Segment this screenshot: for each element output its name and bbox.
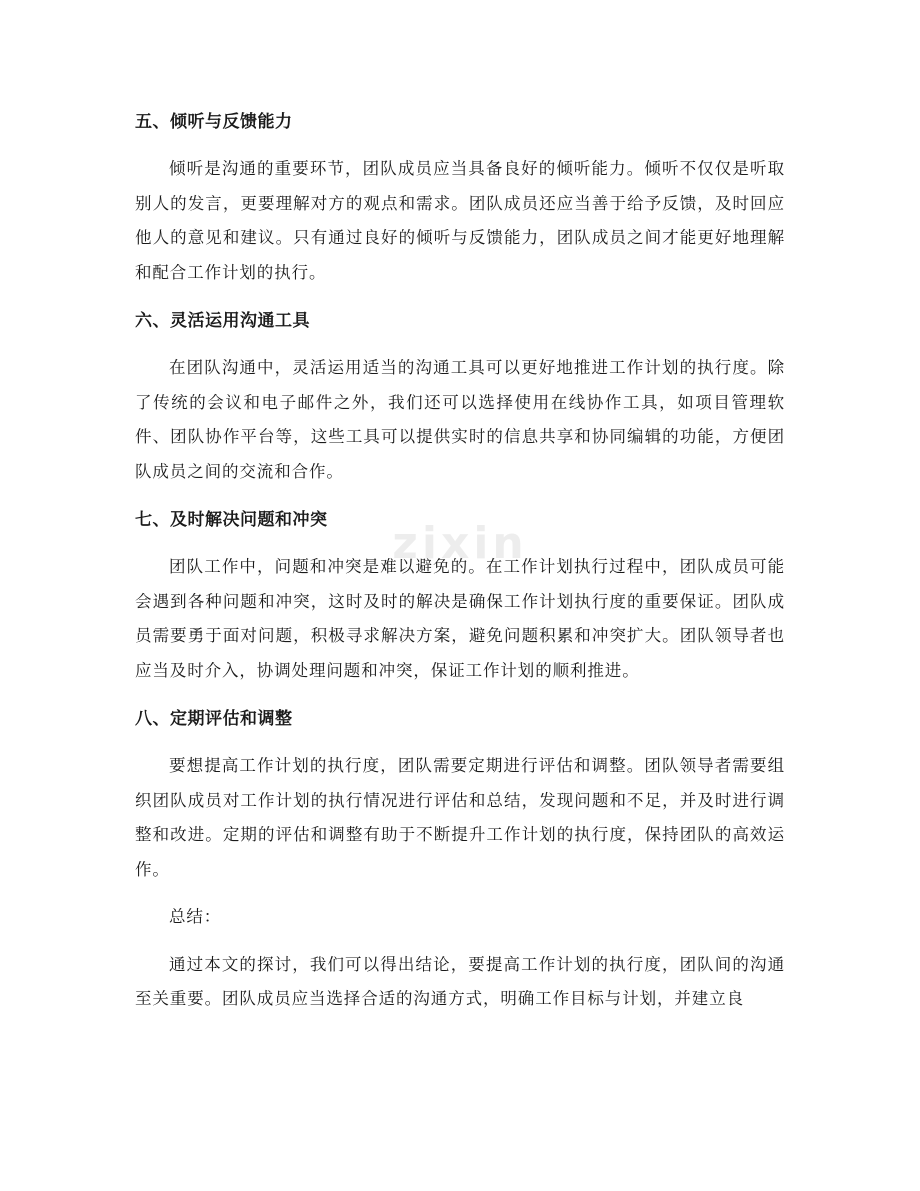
section-body-5: 倾听是沟通的重要环节，团队成员应当具备良好的倾听能力。倾听不仅仅是听取别人的发言，更要理解对方的观点和需求。团队成员还应当善于给予反馈，及时回应他人的意见和建议。只有通过良好的倾听与反馈能力，团队成员之间才能更好地理解和配合工作计划的执行。 bbox=[135, 159, 785, 282]
watermark-logo: zixin bbox=[392, 518, 528, 569]
section-heading-6: 六、灵活运用沟通工具 bbox=[135, 311, 310, 331]
section-body-6: 在团队沟通中，灵活运用适当的沟通工具可以更好地推进工作计划的执行度。除了传统的会议和电子邮件之外，我们还可以选择使用在线协作工具，如项目管理软件、团队协作平台等，这些工具可以提供实时的信息共享和协同编辑的功能，方便团队成员之间的交流和合作。 bbox=[135, 358, 785, 481]
document-content bbox=[135, 104, 785, 1030]
summary-body: 通过本文的探讨，我们可以得出结论，要提高工作计划的执行度，团队间的沟通至关重要。团队成员应当选择合适的沟通方式，明确工作目标与计划，并建立良 bbox=[135, 954, 785, 1008]
section-body-8: 要想提高工作计划的执行度，团队需要定期进行评估和调整。团队领导者需要组织团队成员对工作计划的执行情况进行评估和总结，发现问题和不足，并及时进行调整和改进。定期的评估和调整有助于不断提升工作计划的执行度，保持团队的高效运作。 bbox=[135, 756, 785, 879]
section-heading-8: 八、定期评估和调整 bbox=[135, 709, 293, 729]
summary-label: 总结： bbox=[169, 907, 222, 926]
section-heading-7: 七、及时解决问题和冲突 bbox=[135, 510, 328, 530]
section-body-7: 团队工作中，问题和冲突是难以避免的。在工作计划执行过程中，团队成员可能会遇到各种问题和冲突，这时及时的解决是确保工作计划执行度的重要保证。团队成员需要勇于面对问题，积极寻求解决方案，避免问题积累和冲突扩大。团队领导者也应当及时介入，协调处理问题和冲突，保证工作计划的顺利推进。 bbox=[135, 557, 785, 680]
section-heading-5: 五、倾听与反馈能力 bbox=[135, 112, 293, 132]
